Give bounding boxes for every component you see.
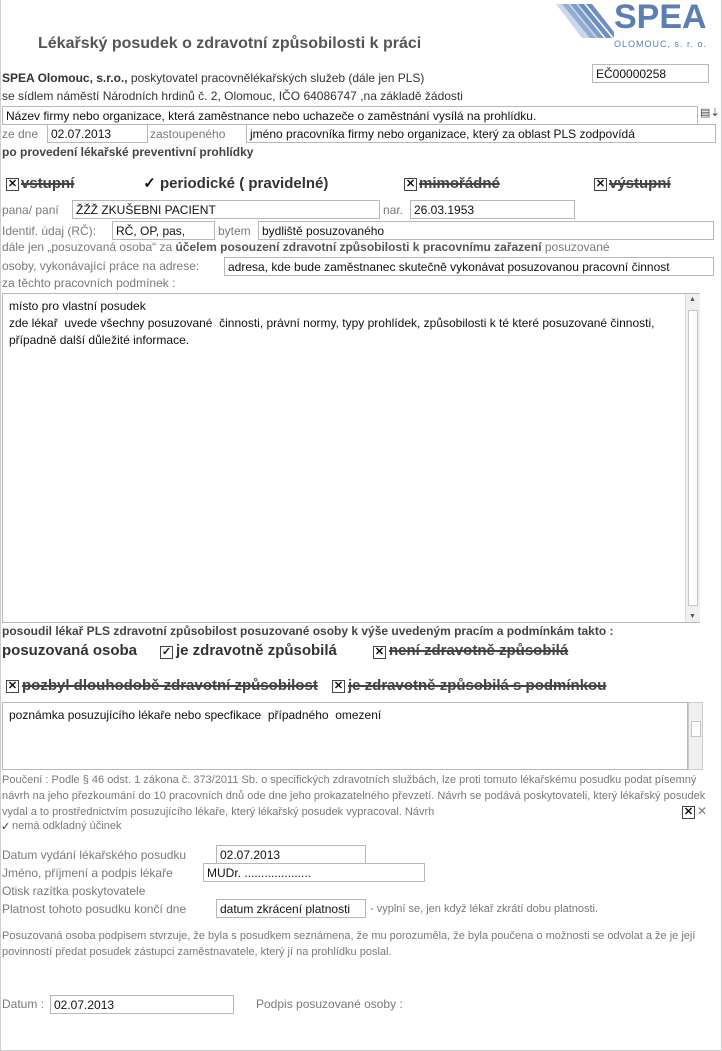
exam-type-label-1: vstupní	[21, 175, 75, 192]
exam-type-checkbox-4[interactable]: ✕	[595, 178, 606, 190]
instruction-checkbox-x[interactable]: ✕	[683, 806, 694, 818]
patient-name-field[interactable]: ŽŽŽ ZKUŠEBNI PACIENT	[72, 200, 380, 219]
date-label: ze dne	[2, 127, 39, 141]
signature-date-field[interactable]: 02.07.2013	[50, 995, 234, 1014]
birth-date-field[interactable]: 26.03.1953	[410, 200, 575, 219]
intro-line-1	[2, 71, 424, 85]
instruction-check-mark-icon: ✕	[697, 804, 708, 818]
doctor-label: Jméno, příjmení a podpis lékaře	[2, 866, 173, 880]
result-label-2: není zdravotně způsobilá	[389, 642, 569, 659]
intro-line-1-rest: poskytovatel pracovnělékařských služeb (dále jen PLS)	[127, 71, 425, 85]
scroll-up-icon[interactable]: ▲	[689, 296, 696, 303]
acknowledgement-text: Posuzovaná osoba podpisem stvrzuje, že byla s posudkem seznámena, že mu porozuměla, že byla poučena o možnosti se odvolat a že je její povinností předat posudek zástupci zaměstnavatele, který jí na prohlídku poslal.	[2, 930, 696, 958]
exam-type-label-2: periodické ( pravidelné)	[160, 175, 329, 192]
exam-type-label-3: mimořádné	[419, 175, 500, 192]
issue-date-field[interactable]: 02.07.2013	[216, 845, 366, 864]
check-mark-icon: ✓	[1, 821, 11, 833]
assessment-scrollbar[interactable]	[685, 294, 700, 622]
spea-logo	[556, 2, 716, 52]
page-title: Lékařský posudek o zdravotní způsobilosti k práci	[38, 35, 422, 52]
purpose-line-1c: posuzované	[541, 240, 610, 254]
logo-brand: SPEA	[614, 0, 707, 36]
patient-name-label: pana/ paní	[2, 203, 59, 217]
purpose-line-3: za těchto pracovních podmínek :	[2, 276, 176, 290]
purpose-line-1a: dále jen „posuzovaná osoba“ za	[2, 240, 176, 254]
no-suspensive-label: nemá odkladný účinek	[12, 820, 122, 832]
issue-date-label: Datum vydání lékařského posudku	[2, 848, 187, 862]
result-checkbox-2[interactable]: ✕	[374, 646, 385, 658]
doctor-field[interactable]: MUDr. ....................	[203, 863, 425, 882]
exam-type-checkbox-3[interactable]: ✕	[405, 178, 416, 190]
company-name: SPEA Olomouc, s.r.o.,	[2, 71, 128, 85]
stamp-label: Otisk razítka poskytovatele	[2, 884, 146, 898]
validity-note: - vyplní se, jen když lékař zkrátí dobu platnosti.	[370, 903, 599, 915]
after-exam-label: po provedení lékařské preventivní prohlídky	[2, 145, 254, 159]
note-textarea[interactable]: poznámka posuzujícího lékaře nebo specfikace případného omezení	[2, 702, 688, 770]
id-label: Identif. údaj (RČ):	[2, 224, 97, 238]
list-arrow-icon[interactable]: ▤⇣	[700, 107, 720, 119]
birth-label: nar.	[383, 203, 404, 217]
logo-subtitle: OLOMOUC, s. r. o.	[614, 39, 708, 49]
result-person-label: posuzovaná osoba	[2, 642, 138, 659]
purpose-line-1	[2, 240, 610, 254]
assessment-textarea[interactable]: místo pro vlastní posudek zde lékař uvede všechny posuzované činnosti, právní normy, typy prohlídek, způsobilosti k té které posuzované činnosti, případně další důležité informace.	[2, 293, 700, 623]
validity-field[interactable]: datum zkrácení platnosti	[216, 899, 366, 918]
intro-line-2: se sídlem náměstí Národních hrdinů č. 2, Olomouc, IČO 64086747 ,na základě žádosti	[2, 89, 463, 103]
result-checkbox-1[interactable]: ✓	[161, 646, 172, 658]
scroll-thumb[interactable]	[688, 310, 698, 606]
doc-number-field[interactable]: EČ00000258	[592, 64, 709, 83]
request-date-field[interactable]: 02.07.2013	[47, 124, 148, 143]
result-checkbox-4[interactable]: ✕	[333, 680, 344, 692]
exam-type-label-4: výstupní	[609, 175, 671, 192]
result-label-4: je zdravotně způsobilá s podmínkou	[348, 677, 607, 694]
note-scroll-thumb[interactable]	[691, 721, 701, 737]
purpose-line-2: osoby, vykonávající práce na adrese:	[2, 259, 200, 273]
signature-label: Podpis posuzované osoby :	[256, 997, 403, 1011]
exam-type-checkbox-2[interactable]: ✓	[143, 175, 156, 192]
scroll-down-icon[interactable]: ▼	[689, 613, 696, 620]
assessed-label: posoudil lékař PLS zdravotní způsobilost posuzované osoby k výše uvedeným pracím a podmínkám takto :	[2, 624, 614, 638]
employer-field[interactable]: Název firmy nebo organizace, která zaměstnance nebo uchazeče o zaměstnání vysílá na prohlídku.	[2, 106, 698, 125]
signature-date-label: Datum :	[2, 997, 45, 1011]
instruction-text: Poučení : Podle § 46 odst. 1 zákona č. 373/2011 Sb. o specifických zdravotních službách, lze proti tomuto lékařskému posudku podat písemný návrh na jeho přezkoumání do 10 pracovních dnů ode dne jeho prokazatelného převzetí. Návrh se podává poskytovateli, který lékařský posudek vydal a to prostřednictvím posuzujícího lékaře, který lékařský posudek vypracoval. Návrh	[2, 774, 706, 818]
residence-label: bytem	[218, 224, 251, 238]
note-scrollbar[interactable]	[688, 702, 703, 770]
validity-label: Platnost tohoto posudku končí dne	[2, 902, 187, 916]
exam-type-checkbox-1[interactable]: ✕	[7, 178, 18, 190]
result-label-1: je zdravotně způsobilá	[176, 642, 337, 659]
result-checkbox-3[interactable]: ✕	[7, 680, 18, 692]
represented-field[interactable]: jméno pracovníka firmy nebo organizace, který za oblast PLS zodpovídá	[246, 124, 716, 143]
id-field[interactable]: RČ, OP, pas,	[112, 221, 215, 240]
result-label-3: pozbyl dlouhodobě zdravotní způsobilost	[22, 677, 318, 694]
purpose-line-1b: účelem posouzení zdravotní způsobilosti k pracovnímu zařazení	[175, 240, 542, 254]
represented-label: zastoupeného	[150, 127, 226, 141]
logo-stripes-icon	[556, 4, 616, 40]
residence-field[interactable]: bydliště posuzovaného	[258, 221, 714, 240]
work-address-field[interactable]: adresa, kde bude zaměstnanec skutečně vykonávat posuzovanou pracovní činnost	[224, 257, 714, 276]
